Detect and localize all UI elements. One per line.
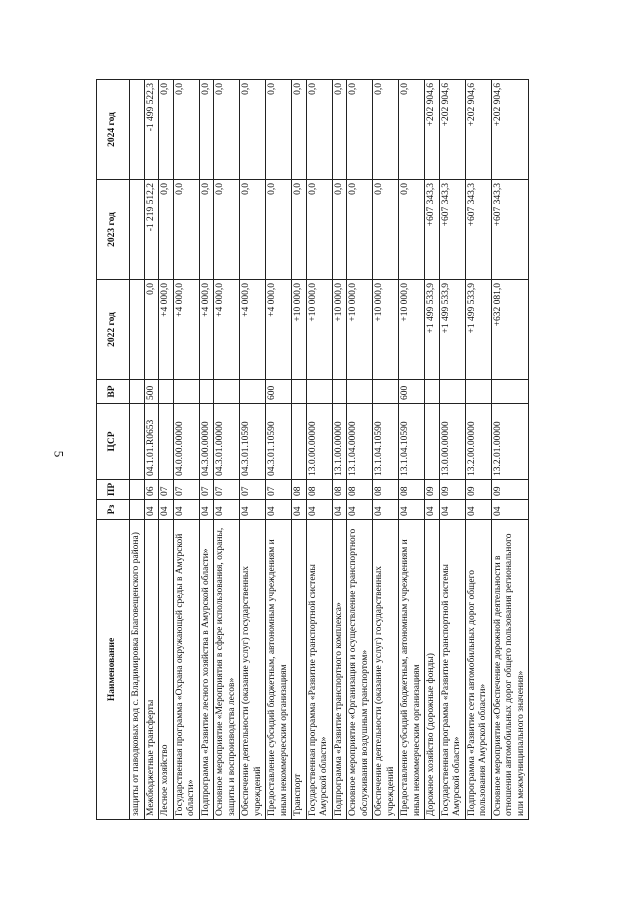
cell-2024: 0,0 — [240, 80, 266, 180]
table-row — [130, 80, 145, 820]
cell-2024: 0,0 — [199, 80, 214, 180]
cell-name: защиты от паводковых вод с. Владимировка Благовещенского района) — [130, 520, 145, 820]
cell-2022: +10 000,0 — [306, 280, 332, 380]
cell-pr: 08 — [332, 480, 347, 500]
cell-2024: 0,0 — [214, 80, 240, 180]
cell-2023 — [130, 180, 145, 280]
cell-vr — [130, 380, 145, 404]
budget-table — [96, 79, 529, 820]
cell-rz: 04 — [425, 500, 440, 520]
cell-2023: 0,0 — [214, 180, 240, 280]
cell-csr: 04.3.00.00000 — [199, 404, 214, 480]
cell-2024: 0,0 — [306, 80, 332, 180]
cell-2022: +4 000,0 — [240, 280, 266, 380]
cell-pr: 09 — [425, 480, 440, 500]
cell-2024: 0,0 — [373, 80, 399, 180]
cell-name: Подпрограмма «Развитие сети автомобильных дорог общего пользования Амурской области» — [465, 520, 491, 820]
cell-csr — [130, 404, 145, 480]
cell-rz: 04 — [347, 500, 373, 520]
cell-rz: 04 — [199, 500, 214, 520]
table-row — [173, 80, 199, 820]
page-number: 5 — [51, 450, 67, 458]
cell-rz: 04 — [491, 500, 529, 520]
cell-pr: 08 — [347, 480, 373, 500]
cell-name: Обеспечение деятельности (оказание услуг) государственных учреждений — [373, 520, 399, 820]
cell-name: Государственная программа «Развитие транспортной системы Амурской области» — [439, 520, 465, 820]
table-row — [465, 80, 491, 820]
cell-csr: 04.0.00.00000 — [173, 404, 199, 480]
cell-2022: +4 000,0 — [159, 280, 174, 380]
cell-name: Лесное хозяйство — [159, 520, 174, 820]
cell-pr: 07 — [173, 480, 199, 500]
table-row — [159, 80, 174, 820]
cell-csr: 13.2.01.00000 — [491, 404, 529, 480]
cell-vr — [425, 380, 440, 404]
cell-2022: +4 000,0 — [266, 280, 292, 380]
cell-2024: 0,0 — [266, 80, 292, 180]
cell-vr: 500 — [144, 380, 159, 404]
cell-2024: 0,0 — [332, 80, 347, 180]
cell-rz: 04 — [332, 500, 347, 520]
cell-csr — [425, 404, 440, 480]
cell-2024: 0,0 — [347, 80, 373, 180]
header-2022: 2022 год — [97, 280, 130, 380]
table-row — [439, 80, 465, 820]
cell-2024: 0,0 — [159, 80, 174, 180]
header-csr: ЦСР — [97, 404, 130, 480]
cell-csr: 13.1.04.10590 — [399, 404, 425, 480]
cell-2022: +4 000,0 — [199, 280, 214, 380]
cell-2022: +1 499 533,9 — [465, 280, 491, 380]
cell-vr — [332, 380, 347, 404]
cell-2023: +607 343,3 — [439, 180, 465, 280]
table-row — [399, 80, 425, 820]
cell-pr: 07 — [266, 480, 292, 500]
cell-name: Транспорт — [292, 520, 307, 820]
cell-rz: 04 — [439, 500, 465, 520]
cell-vr — [491, 380, 529, 404]
cell-2022 — [130, 280, 145, 380]
header-rz: Рз — [97, 500, 130, 520]
table-row — [347, 80, 373, 820]
cell-vr — [292, 380, 307, 404]
cell-2023: 0,0 — [306, 180, 332, 280]
cell-csr: 13.2.00.00000 — [465, 404, 491, 480]
cell-2024: +202 904,6 — [491, 80, 529, 180]
cell-vr — [465, 380, 491, 404]
cell-rz: 04 — [240, 500, 266, 520]
cell-pr: 07 — [214, 480, 240, 500]
cell-csr: 13.0.00.00000 — [306, 404, 332, 480]
cell-vr — [306, 380, 332, 404]
cell-2023: 0,0 — [399, 180, 425, 280]
cell-2023: +607 343,3 — [465, 180, 491, 280]
cell-vr — [199, 380, 214, 404]
cell-2023: 0,0 — [332, 180, 347, 280]
cell-rz: 04 — [144, 500, 159, 520]
cell-pr: 09 — [465, 480, 491, 500]
cell-pr: 09 — [491, 480, 529, 500]
cell-pr — [130, 480, 145, 500]
table-row — [240, 80, 266, 820]
cell-csr: 04.3.01.00000 — [214, 404, 240, 480]
cell-pr: 08 — [306, 480, 332, 500]
cell-2022: +10 000,0 — [332, 280, 347, 380]
cell-2023: 0,0 — [347, 180, 373, 280]
cell-rz: 04 — [306, 500, 332, 520]
cell-2022: +10 000,0 — [373, 280, 399, 380]
cell-csr: 04.3.01.10590 — [240, 404, 266, 480]
cell-pr: 08 — [399, 480, 425, 500]
cell-2024: 0,0 — [292, 80, 307, 180]
cell-rz: 04 — [214, 500, 240, 520]
cell-2022: +1 499 533,9 — [439, 280, 465, 380]
cell-2022: +10 000,0 — [292, 280, 307, 380]
cell-2022: +10 000,0 — [347, 280, 373, 380]
cell-vr — [159, 380, 174, 404]
cell-name: Основное мероприятие «Мероприятия в сфере использования, охраны, защиты и воспроизводства лесов» — [214, 520, 240, 820]
cell-vr: 600 — [399, 380, 425, 404]
cell-name: Предоставление субсидий бюджетным, автономным учреждениям и иным некоммерческим организациям — [266, 520, 292, 820]
cell-name: Предоставление субсидий бюджетным, автономным учреждениям и иным некоммерческим организациям — [399, 520, 425, 820]
cell-name: Государственная программа «Охрана окружающей среды в Амурской области» — [173, 520, 199, 820]
cell-csr: 13.1.04.00000 — [347, 404, 373, 480]
table-row — [214, 80, 240, 820]
cell-2022: +4 000,0 — [214, 280, 240, 380]
cell-rz: 04 — [159, 500, 174, 520]
table-row — [144, 80, 159, 820]
cell-name: Подпрограмма «Развитие транспортного комплекса» — [332, 520, 347, 820]
table-row — [292, 80, 307, 820]
table-row — [425, 80, 440, 820]
header-2024: 2024 год — [97, 80, 130, 180]
cell-pr: 09 — [439, 480, 465, 500]
header-2023: 2023 год — [97, 180, 130, 280]
table-container — [96, 80, 566, 820]
cell-2024: +202 904,6 — [425, 80, 440, 180]
cell-2022: 0,0 — [144, 280, 159, 380]
cell-pr: 08 — [373, 480, 399, 500]
cell-2024: +202 904,6 — [465, 80, 491, 180]
table-row — [306, 80, 332, 820]
cell-csr: 13.1.00.00000 — [332, 404, 347, 480]
cell-2024: -1 499 522,3 — [144, 80, 159, 180]
cell-pr: 07 — [240, 480, 266, 500]
cell-2023: +607 343,3 — [425, 180, 440, 280]
table-header-row — [97, 80, 130, 820]
cell-vr — [373, 380, 399, 404]
table-row — [373, 80, 399, 820]
cell-csr: 04.3.01.10590 — [266, 404, 292, 480]
table-row — [491, 80, 529, 820]
cell-name: Государственная программа «Развитие транспортной системы Амурской области» — [306, 520, 332, 820]
cell-2024: +202 904,6 — [439, 80, 465, 180]
table-row — [199, 80, 214, 820]
cell-2023: 0,0 — [292, 180, 307, 280]
cell-vr — [347, 380, 373, 404]
cell-name: Межбюджетные трансферты — [144, 520, 159, 820]
cell-name: Основное мероприятие «Обеспечение дорожной деятельности в отношении автомобильных дорог общего пользования регионального или межмуниципального значения» — [491, 520, 529, 820]
cell-rz: 04 — [373, 500, 399, 520]
cell-rz: 04 — [173, 500, 199, 520]
cell-csr — [292, 404, 307, 480]
table-row — [332, 80, 347, 820]
cell-2023: -1 219 512,2 — [144, 180, 159, 280]
cell-2023: 0,0 — [199, 180, 214, 280]
cell-pr: 08 — [292, 480, 307, 500]
cell-rz: 04 — [465, 500, 491, 520]
cell-vr — [240, 380, 266, 404]
cell-2023: 0,0 — [240, 180, 266, 280]
header-vr: ВР — [97, 380, 130, 404]
cell-name: Подпрограмма «Развитие лесного хозяйства в Амурской области» — [199, 520, 214, 820]
cell-2023: 0,0 — [266, 180, 292, 280]
cell-pr: 07 — [199, 480, 214, 500]
cell-2022: +10 000,0 — [399, 280, 425, 380]
cell-rz — [130, 500, 145, 520]
cell-2024: 0,0 — [173, 80, 199, 180]
cell-vr — [439, 380, 465, 404]
cell-csr: 13.0.00.00000 — [439, 404, 465, 480]
cell-2022: +1 499 533,9 — [425, 280, 440, 380]
header-name: Наименование — [97, 520, 130, 820]
cell-csr: 04.1.01.R0653 — [144, 404, 159, 480]
cell-2023: +607 343,3 — [491, 180, 529, 280]
cell-name: Обеспечение деятельности (оказание услуг) государственных учреждений — [240, 520, 266, 820]
cell-pr: 07 — [159, 480, 174, 500]
cell-2023: 0,0 — [159, 180, 174, 280]
cell-pr: 06 — [144, 480, 159, 500]
table-row — [266, 80, 292, 820]
cell-rz: 04 — [266, 500, 292, 520]
cell-vr — [214, 380, 240, 404]
cell-2022: +4 000,0 — [173, 280, 199, 380]
cell-rz: 04 — [292, 500, 307, 520]
cell-2023: 0,0 — [173, 180, 199, 280]
cell-2024: 0,0 — [399, 80, 425, 180]
cell-name: Основное мероприятие «Организация и осуществление транспортного обслуживания воздушным транспортом» — [347, 520, 373, 820]
cell-2022: +632 081,0 — [491, 280, 529, 380]
cell-2024 — [130, 80, 145, 180]
header-pr: ПР — [97, 480, 130, 500]
rotated-table-frame — [96, 80, 566, 820]
cell-2023: 0,0 — [373, 180, 399, 280]
cell-rz: 04 — [399, 500, 425, 520]
cell-csr — [159, 404, 174, 480]
cell-name: Дорожное хозяйство (дорожные фонды) — [425, 520, 440, 820]
cell-vr — [173, 380, 199, 404]
cell-vr: 600 — [266, 380, 292, 404]
cell-csr: 13.1.04.10590 — [373, 404, 399, 480]
